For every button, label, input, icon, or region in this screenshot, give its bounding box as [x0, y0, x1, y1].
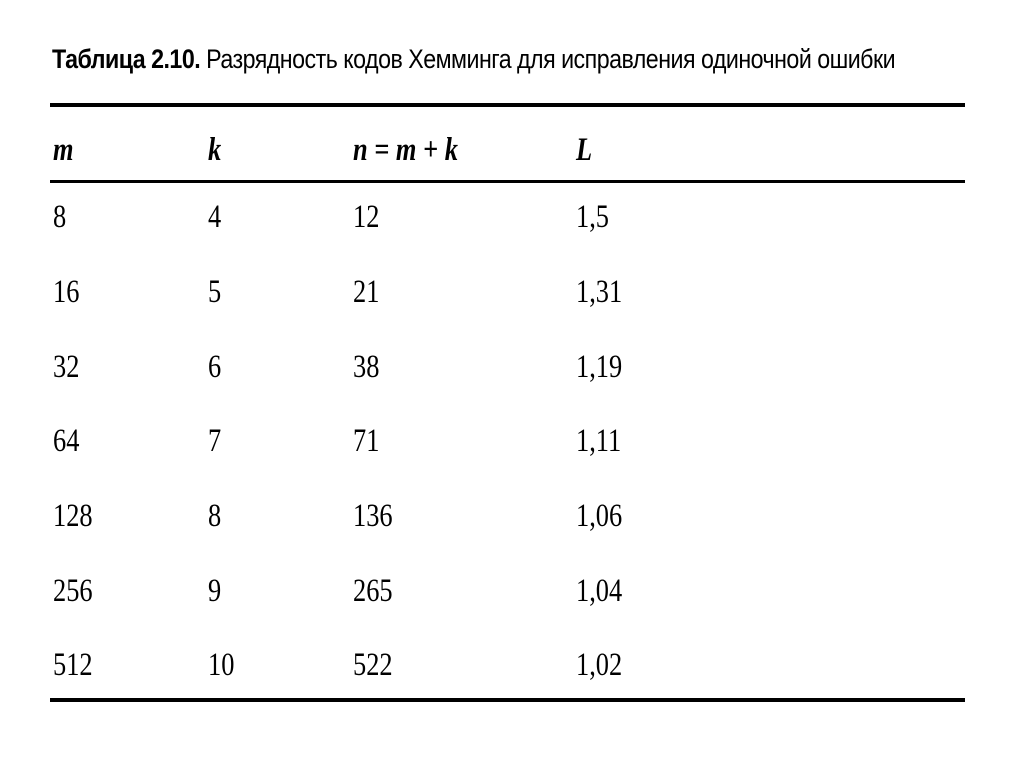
cell-n: 71 — [353, 423, 380, 459]
cell-k: 8 — [208, 498, 222, 534]
cell-n: 38 — [353, 349, 380, 385]
cell-m: 32 — [53, 349, 80, 385]
cell-k: 10 — [208, 647, 235, 683]
cell-l: 1,04 — [576, 573, 623, 609]
cell-n: 12 — [353, 199, 380, 235]
cell-n: 136 — [353, 498, 393, 534]
cell-n: 522 — [353, 647, 393, 683]
cell-k: 7 — [208, 423, 222, 459]
cell-m: 256 — [53, 573, 93, 609]
cell-l: 1,02 — [576, 647, 623, 683]
cell-n: 21 — [353, 274, 380, 310]
cell-k: 6 — [208, 349, 222, 385]
cell-l: 1,5 — [576, 199, 609, 235]
header-m: m — [53, 132, 74, 168]
table-caption-label: Таблица 2.10. — [52, 44, 201, 74]
cell-m: 128 — [53, 498, 93, 534]
cell-m: 8 — [53, 199, 67, 235]
cell-m: 16 — [53, 274, 80, 310]
cell-m: 64 — [53, 423, 80, 459]
table-header-rule — [50, 180, 965, 183]
header-n: n = m + k — [353, 132, 458, 168]
header-l: L — [576, 132, 593, 168]
cell-k: 4 — [208, 199, 222, 235]
cell-k: 9 — [208, 573, 222, 609]
cell-l: 1,11 — [576, 423, 622, 459]
cell-m: 512 — [53, 647, 93, 683]
table-top-rule — [50, 103, 965, 107]
table-caption-text: Разрядность кодов Хемминга для исправления одиночной ошибки — [206, 44, 896, 74]
cell-n: 265 — [353, 573, 393, 609]
cell-l: 1,06 — [576, 498, 623, 534]
table-bottom-rule — [50, 698, 965, 702]
cell-k: 5 — [208, 274, 222, 310]
table-caption — [52, 44, 895, 75]
cell-l: 1,19 — [576, 349, 623, 385]
header-k: k — [208, 132, 222, 168]
cell-l: 1,31 — [576, 274, 623, 310]
